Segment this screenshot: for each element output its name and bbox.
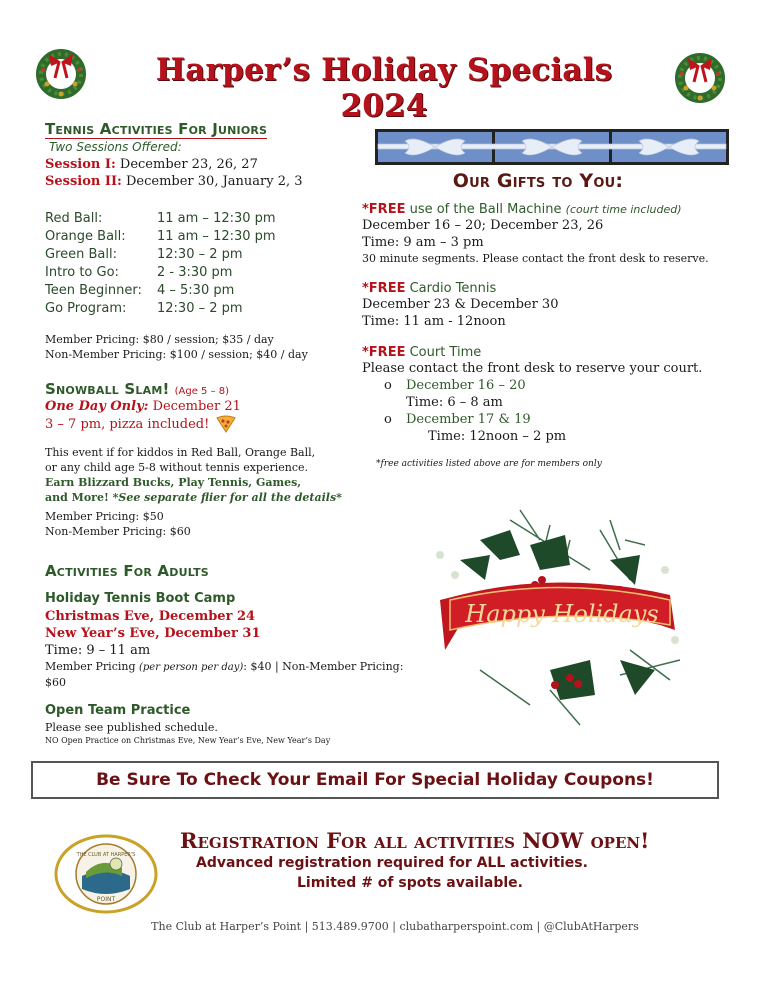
session2-label: Session II: xyxy=(45,174,122,189)
snowball-heading: Snowball Slam! xyxy=(45,380,170,398)
schedule-level: Green Ball: xyxy=(45,247,117,262)
schedule-time: 12:30 – 2 pm xyxy=(157,301,243,316)
one-day-label: One Day Only: xyxy=(45,399,149,414)
page-title: Harper’s Holiday Specials 2024 xyxy=(155,52,613,124)
snowball-desc2: or any child age 5-8 without tennis experience. xyxy=(45,461,308,474)
registration-line1: Advanced registration required for ALL activities. xyxy=(196,855,588,871)
schedule-time: 4 – 5:30 pm xyxy=(157,283,235,298)
court-date2: December 17 & 19 xyxy=(406,412,531,427)
boot-camp-pricing-b: (per person per day) xyxy=(139,662,244,673)
pizza-icon xyxy=(215,415,237,433)
snowball-section xyxy=(45,379,375,433)
session1-label: Session I: xyxy=(45,157,116,172)
court-time1: Time: 6 – 8 am xyxy=(406,395,503,410)
logo-arc-top: THE CLUB AT HARPER'S xyxy=(76,852,136,858)
schedule-level: Intro to Go: xyxy=(45,265,119,280)
boot-camp-date2: New Year’s Eve, December 31 xyxy=(45,626,261,641)
registration-section xyxy=(180,828,740,893)
ball-machine-time: Time: 9 am – 3 pm xyxy=(362,235,484,250)
registration-line2: Limited # of spots available. xyxy=(297,875,523,891)
snowball-age: (Age 5 – 8) xyxy=(174,386,230,397)
snowball-details xyxy=(45,445,375,539)
boot-camp-pricing-a: Member Pricing xyxy=(45,660,139,673)
harpers-point-logo xyxy=(52,834,160,914)
gifts-section xyxy=(362,170,742,469)
schedule-time: 11 am – 12:30 pm xyxy=(157,211,276,226)
boot-camp-date1: Christmas Eve, December 24 xyxy=(45,609,256,624)
ball-machine-note: (court time included) xyxy=(565,203,682,216)
wreath-right-icon xyxy=(672,48,728,104)
registration-heading: Registration For all activities NOW open! xyxy=(180,828,650,853)
schedule-row xyxy=(45,246,345,264)
boot-camp-time: Time: 9 – 11 am xyxy=(45,643,151,658)
footer-contact: The Club at Harper’s Point | 513.489.9700 | clubatharperspoint.com | @ClubAtHarpers xyxy=(151,920,639,933)
open-team-title: Open Team Practice xyxy=(45,703,191,718)
snowball-bold2: and More! xyxy=(45,491,109,504)
juniors-pricing xyxy=(45,332,365,362)
adults-heading: Activities For Adults xyxy=(45,562,209,580)
juniors-heading: Tennis Activities For Juniors xyxy=(45,120,268,138)
adults-section xyxy=(45,562,425,746)
ball-machine-dates: December 16 – 20; December 23, 26 xyxy=(362,218,604,233)
schedule-time: 11 am – 12:30 pm xyxy=(157,229,276,244)
cardio-free: *FREE xyxy=(362,281,406,296)
snowball-see-flier: *See separate flier for all the details* xyxy=(112,491,342,504)
ball-machine-free: *FREE xyxy=(362,202,406,217)
schedule-row xyxy=(45,300,345,318)
session1-dates: December 23, 26, 27 xyxy=(119,157,258,172)
juniors-member-pricing: Member Pricing: $80 / session; $35 / day xyxy=(45,333,274,346)
court-label: Court Time xyxy=(405,345,482,360)
schedule-level: Orange Ball: xyxy=(45,229,126,244)
ribbon-bow-image xyxy=(375,129,729,165)
schedule-level: Go Program: xyxy=(45,301,127,316)
happy-holidays-text: Happy Holidays xyxy=(465,600,659,628)
schedule-time: 2 - 3:30 pm xyxy=(157,265,233,280)
snowball-date: December 21 xyxy=(152,399,241,414)
boot-camp-title: Holiday Tennis Boot Camp xyxy=(45,591,236,606)
juniors-subheading: Two Sessions Offered: xyxy=(49,140,182,154)
ball-machine-label: use of the Ball Machine xyxy=(405,202,566,217)
snowball-desc1: This event if for kiddos in Red Ball, Orange Ball, xyxy=(45,446,316,459)
logo-arc-bottom: POINT xyxy=(96,896,116,903)
snowball-nonmember-pricing: Non-Member Pricing: $60 xyxy=(45,525,191,538)
schedule-row xyxy=(45,210,345,228)
court-time2: Time: 12noon – 2 pm xyxy=(428,429,567,444)
schedule-level: Teen Beginner: xyxy=(45,283,142,298)
members-note: *free activities listed above are for members only xyxy=(376,459,602,469)
court-bullet-1: o xyxy=(384,378,392,393)
happy-holidays-graphic xyxy=(420,500,700,730)
gifts-heading: Our Gifts to You: xyxy=(452,170,624,192)
schedule-level: Red Ball: xyxy=(45,211,103,226)
court-desc: Please contact the front desk to reserve your court. xyxy=(362,361,703,376)
wreath-left-icon xyxy=(33,44,89,100)
snowball-time: 3 – 7 pm, pizza included! xyxy=(45,416,210,432)
open-team-desc: Please see published schedule. xyxy=(45,721,218,734)
ball-machine-desc: 30 minute segments. Please contact the front desk to reserve. xyxy=(362,252,709,265)
snowball-member-pricing: Member Pricing: $50 xyxy=(45,510,164,523)
court-date1: December 16 – 20 xyxy=(406,378,526,393)
schedule-row xyxy=(45,282,345,300)
cardio-label: Cardio Tennis xyxy=(405,281,497,296)
court-bullet-2: o xyxy=(384,412,392,427)
schedule-row xyxy=(45,228,345,246)
boot-camp-pricing-c: : $40 | Non-Member Pricing: $60 xyxy=(45,660,404,689)
cardio-dates: December 23 & December 30 xyxy=(362,297,559,312)
cardio-time: Time: 11 am - 12noon xyxy=(362,314,506,329)
open-team-note: NO Open Practice on Christmas Eve, New Year’s Eve, New Year’s Day xyxy=(45,736,331,745)
coupon-text: Be Sure To Check Your Email For Special Holiday Coupons! xyxy=(96,770,654,790)
court-free: *FREE xyxy=(362,345,406,360)
schedule-time: 12:30 – 2 pm xyxy=(157,247,243,262)
schedule-row xyxy=(45,264,345,282)
juniors-nonmember-pricing: Non-Member Pricing: $100 / session; $40 / day xyxy=(45,348,308,361)
snowball-bold1: Earn Blizzard Bucks, Play Tennis, Games, xyxy=(45,476,302,489)
session2-dates: December 30, January 2, 3 xyxy=(126,174,303,189)
coupon-banner xyxy=(31,761,719,799)
juniors-schedule xyxy=(45,210,345,318)
juniors-section xyxy=(45,120,375,190)
